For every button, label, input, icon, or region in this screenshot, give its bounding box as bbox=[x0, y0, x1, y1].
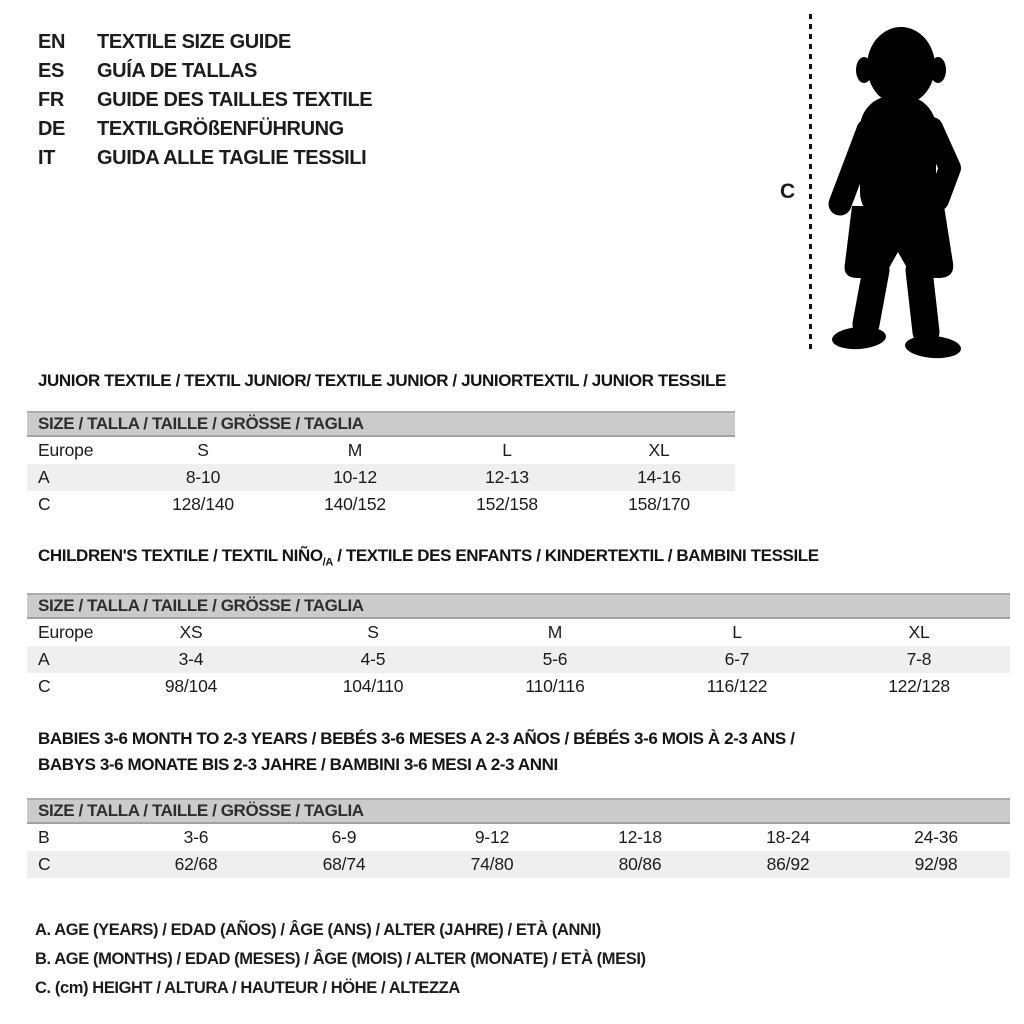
age-cell: 12-18 bbox=[618, 827, 662, 847]
height-figure bbox=[778, 8, 988, 360]
table-row-age bbox=[27, 464, 735, 491]
age-cell: 4-5 bbox=[360, 649, 386, 670]
language-guide-list bbox=[38, 28, 372, 173]
row-label: A bbox=[38, 649, 50, 670]
age-cell: 8-10 bbox=[185, 467, 221, 487]
age-cell: 3-6 bbox=[183, 827, 209, 847]
table-row-height bbox=[27, 491, 735, 518]
age-cell: 6-7 bbox=[724, 649, 750, 670]
legend-item-c: C. (cm) HEIGHT / ALTURA / HAUTEUR / HÖHE / ALTEZZA bbox=[35, 979, 460, 997]
height-cell: 74/80 bbox=[470, 854, 514, 874]
language-code: EN bbox=[38, 31, 65, 53]
height-cell: 110/116 bbox=[525, 676, 585, 697]
age-cell: 5-6 bbox=[542, 649, 568, 670]
heading-line-1: BABIES 3-6 MONTH TO 2-3 YEARS / BEBÉS 3-6 MESES A 2-3 AÑOS / BÉBÉS 3-6 MOIS À 2-3 ANS / bbox=[38, 729, 795, 748]
table-row-age-months bbox=[27, 824, 1010, 851]
list-item bbox=[38, 57, 372, 86]
section-heading bbox=[38, 726, 1010, 778]
section-junior-textile bbox=[27, 371, 735, 518]
size-cell: XL bbox=[908, 622, 930, 643]
heading-subscript: /A bbox=[322, 556, 333, 569]
toddler-silhouette-icon bbox=[820, 8, 970, 360]
height-cell: 122/128 bbox=[888, 676, 950, 697]
guide-title: TEXTILGRÖßENFÜHRUNG bbox=[97, 118, 344, 140]
age-cell: 7-8 bbox=[906, 649, 932, 670]
age-cell: 9-12 bbox=[474, 827, 510, 847]
height-cell: 98/104 bbox=[164, 676, 218, 697]
age-cell: 24-36 bbox=[914, 827, 958, 847]
junior-size-table bbox=[27, 411, 735, 518]
legend-item-a: A. AGE (YEARS) / EDAD (AÑOS) / ÂGE (ANS) / ALTER (JAHRE) / ETÀ (ANNI) bbox=[35, 921, 601, 939]
list-item bbox=[38, 144, 372, 173]
section-heading bbox=[38, 546, 1010, 572]
heading-prefix: CHILDREN'S TEXTILE / TEXTIL NIÑO bbox=[38, 546, 323, 565]
height-measure-label: C bbox=[780, 180, 796, 203]
list-item bbox=[38, 86, 372, 115]
list-item bbox=[38, 115, 372, 144]
height-cell: 128/140 bbox=[172, 494, 234, 514]
row-label: C bbox=[38, 854, 51, 874]
heading-suffix: / TEXTILE DES ENFANTS / KINDERTEXTIL / BAMBINI TESSILE bbox=[332, 546, 819, 565]
size-cell: L bbox=[732, 622, 742, 643]
height-cell: 152/158 bbox=[476, 494, 538, 514]
row-label: A bbox=[38, 467, 50, 487]
section-childrens-textile bbox=[27, 546, 1010, 700]
height-measure-dotted-line bbox=[809, 14, 812, 354]
height-cell: 116/122 bbox=[706, 676, 768, 697]
size-cell: XS bbox=[179, 622, 203, 643]
age-cell: 3-4 bbox=[178, 649, 204, 670]
row-label: C bbox=[38, 494, 51, 514]
size-cell: S bbox=[367, 622, 379, 643]
size-cell: L bbox=[502, 440, 512, 460]
table-row-sizes bbox=[27, 619, 1010, 646]
age-cell: 18-24 bbox=[766, 827, 810, 847]
height-cell: 104/110 bbox=[342, 676, 404, 697]
size-cell: S bbox=[197, 440, 209, 460]
language-code: ES bbox=[38, 60, 64, 82]
table-header-bar: SIZE / TALLA / TAILLE / GRÖSSE / TAGLIA bbox=[27, 593, 1010, 619]
age-cell: 10-12 bbox=[333, 467, 377, 487]
height-cell: 86/92 bbox=[766, 854, 810, 874]
guide-title: TEXTILE SIZE GUIDE bbox=[97, 31, 291, 53]
height-cell: 158/170 bbox=[628, 494, 690, 514]
height-cell: 80/86 bbox=[618, 854, 662, 874]
height-cell: 68/74 bbox=[322, 854, 366, 874]
row-label: Europe bbox=[38, 622, 94, 643]
section-babies-textile bbox=[27, 726, 1010, 878]
row-label: C bbox=[38, 676, 51, 697]
legend bbox=[35, 916, 646, 1003]
heading-line-2: BABYS 3-6 MONATE BIS 2-3 JAHRE / BAMBINI 3-6 MESI A 2-3 ANNI bbox=[38, 755, 558, 774]
size-cell: M bbox=[347, 440, 363, 460]
table-header-bar: SIZE / TALLA / TAILLE / GRÖSSE / TAGLIA bbox=[27, 798, 1010, 824]
section-heading: JUNIOR TEXTILE / TEXTIL JUNIOR/ TEXTILE JUNIOR / JUNIORTEXTIL / JUNIOR TESSILE bbox=[38, 371, 726, 390]
guide-title: GUIDA ALLE TAGLIE TESSILI bbox=[97, 147, 367, 169]
guide-title: GUÍA DE TALLAS bbox=[97, 60, 257, 82]
table-header-bar: SIZE / TALLA / TAILLE / GRÖSSE / TAGLIA bbox=[27, 411, 735, 437]
size-cell: XL bbox=[648, 440, 670, 460]
row-label: Europe bbox=[38, 440, 94, 460]
language-code: DE bbox=[38, 118, 65, 140]
age-cell: 14-16 bbox=[637, 467, 681, 487]
children-size-table bbox=[27, 593, 1010, 700]
table-row-age bbox=[27, 646, 1010, 673]
height-cell: 92/98 bbox=[914, 854, 958, 874]
age-cell: 6-9 bbox=[331, 827, 357, 847]
legend-item-b: B. AGE (MONTHS) / EDAD (MESES) / ÂGE (MOIS) / ALTER (MONATE) / ETÀ (MESI) bbox=[35, 950, 646, 968]
list-item bbox=[38, 28, 372, 57]
row-label: B bbox=[38, 827, 50, 847]
height-cell: 140/152 bbox=[324, 494, 386, 514]
height-cell: 62/68 bbox=[174, 854, 218, 874]
language-code: IT bbox=[38, 147, 55, 169]
age-cell: 12-13 bbox=[485, 467, 529, 487]
table-row-height bbox=[27, 673, 1010, 700]
size-cell: M bbox=[547, 622, 563, 643]
table-row-height bbox=[27, 851, 1010, 878]
guide-title: GUIDE DES TAILLES TEXTILE bbox=[97, 89, 373, 111]
table-row-sizes bbox=[27, 437, 735, 464]
babies-size-table bbox=[27, 798, 1010, 878]
language-code: FR bbox=[38, 89, 64, 111]
